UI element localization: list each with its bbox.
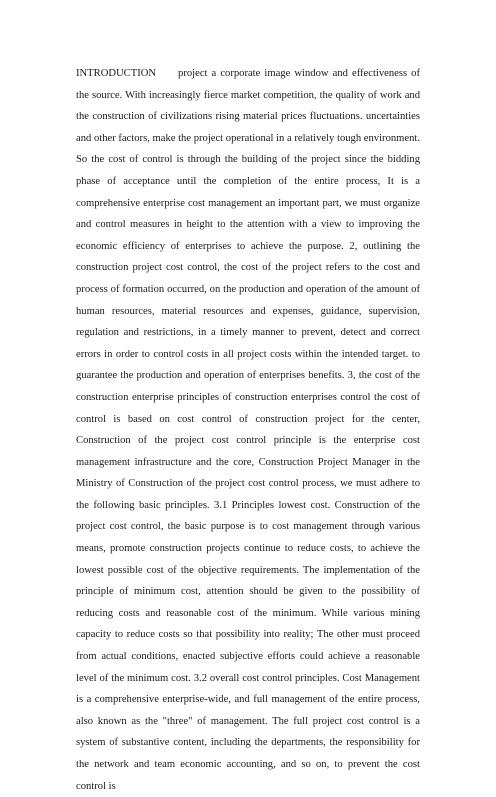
body-paragraph [76, 63, 420, 797]
section-heading: INTRODUCTION [76, 68, 157, 79]
paragraph-text: project a corporate image window and effectiveness of the source. With increasingly fierce market competition, the quality of work and the construction of civilizations rising material prices fluctuations. uncertainties and other factors, make the project operational in a relatively tough environment. So the cost of control is through the building of the project since the bidding phase of acceptance until the completion of the entire process, It is a comprehensive enterprise cost management an important part, we must organize and control measures in height to the attention with a view to improving the economic efficiency of enterprises to achieve the purpose. 2, outlining the construction project cost control, the cost of the project refers to the cost and process of formation occurred, on the production and operation of the amount of human resources, material resources and expenses, guidance, supervision, regulation and restrictions, in a timely manner to prevent, detect and correct errors in order to control costs in all project costs within the intended target. to guarantee the production and operation of enterprises benefits. 3, the cost of the construction enterprise principles of construction enterprises control the cost of control is based on cost control of construction project for the center, Construction of the project cost control principle is the enterprise cost management infrastructure and the core, Construction Project Manager in the Ministry of Construction of the project cost control process, we must adhere to the following basic principles. 3.1 Principles lowest cost. Construction of the project cost control, the basic purpose is to cost management through various means, promote construction projects continue to reduce costs, to achieve the lowest possible cost of the objective requirements. The implementation of the principle of minimum cost, attention should be given to the possibility of reducing costs and reasonable cost of the minimum. While various mining capacity to reduce costs so that possibility into reality; The other must proceed from actual conditions, enacted subjective efforts could achieve a reasonable level of the minimum cost. 3.2 overall cost control principles. Cost Management is a comprehensive enterprise-wide, and full management of the entire process, also known as the "three" of management. The full project cost control is a system of substantive content, including the departments, the responsibility for the network and team economic accounting, and so on, to prevent the cost control is [76, 68, 420, 792]
